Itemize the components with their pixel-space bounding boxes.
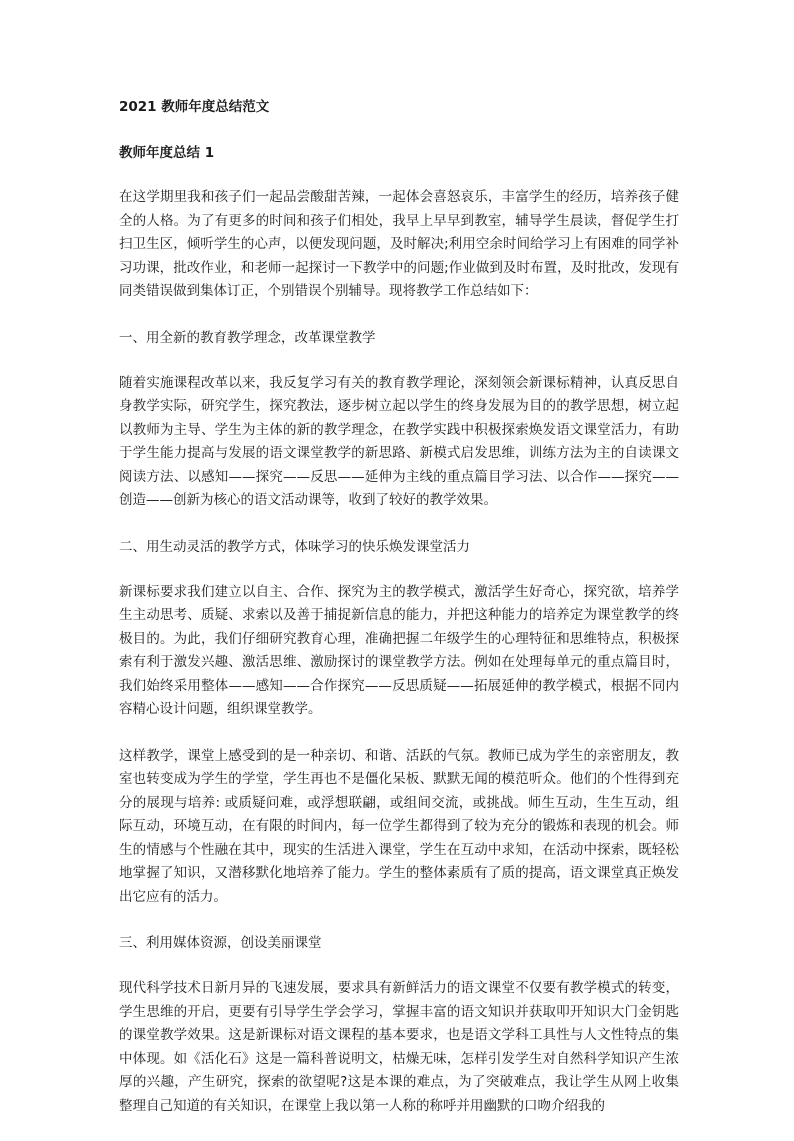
document-page bbox=[119, 96, 679, 1141]
section-2-heading: 二、用生动灵活的教学方式，体味学习的快乐焕发课堂活力 bbox=[119, 538, 470, 555]
section-2-paragraph-2: 这样教学，课堂上感受到的是一种亲切、和谐、活跃的气氛。教师已成为学生的亲密朋友，教室也转变成为学生的学堂，学生再也不是僵化呆板、默默无闻的模范听众。他们的个性得到充分的展现与培养: 或质疑问难，或浮想联翩，或组间交流，或挑战。师生互动，生生互动，组际互动，环境互动，在有限的时间内，每一位学生都得到了较为充分的锻炼和表现的机会。师生的情感与个性融在其中，现实的生活进入课堂，学生在互动中求知，在活动中探索，既轻松地掌握了知识，又潜移默化地培养了能力。学生的整体素质有了质的提高，语文课堂真正焕发出它应有的活力。 bbox=[119, 747, 679, 905]
section-2-paragraph-1: 新课标要求我们建立以自主、合作、探究为主的教学模式，激活学生好奇心，探究欲，培养学生主动思考、质疑、求索以及善于捕捉新信息的能力，并把这种能力的培养定为课堂教学的终极目的。为此，我们仔细研究教育心理，准确把握二年级学生的心理特征和思维特点，积极探索有利于激发兴趣、激活思维、激励探讨的课堂教学方法。例如在处理每单元的重点篇目时，我们始终采用整体——感知——合作探究——反思质疑——拓展延伸的教学模式，根据不同内容精心设计问题，组织课堂教学。 bbox=[119, 583, 679, 717]
section-3-paragraph: 现代科学技术日新月异的飞速发展，要求具有新鲜活力的语文课堂不仅要有教学模式的转变，学生思维的开启，更要有引导学生学会学习，掌握丰富的语文知识并获取叩开知识大门金钥匙的课堂教学效果。这是新课标对语文课程的基本要求，也是语文学科工具性与人文性特点的集中体现。如《活化石》这是一篇科普说明文，枯燥无味，怎样引发学生对自然科学知识产生浓厚的兴趣，产生研究，探索的欲望呢?这是本课的难点，为了突破难点，我让学生从网上收集整理自己知道的有关知识，在课堂上我以第一人称的称呼并用幽默的口吻介绍我的 bbox=[119, 980, 679, 1114]
intro-paragraph: 在这学期里我和孩子们一起品尝酸甜苦辣，一起体会喜怒哀乐，丰富学生的经历，培养孩子健全的人格。为了有更多的时间和孩子们相处，我早上早早到教室，辅导学生晨读，督促学生打扫卫生区，倾听学生的心声，以便发现问题，及时解决;利用空余时间给学习上有困难的同学补习功课，批改作业，和老师一起探讨一下教学中的问题;作业做到及时布置，及时批改，发现有同类错误做到集体订正，个别错误个别辅导。现将教学工作总结如下： bbox=[119, 189, 679, 299]
section-1-heading: 一、用全新的教育教学理念，改革课堂教学 bbox=[119, 329, 376, 346]
section-3-heading: 三、利用媒体资源，创设美丽课堂 bbox=[119, 935, 322, 951]
document-subtitle: 教师年度总结 1 bbox=[119, 145, 215, 161]
document-title: 2021 教师年度总结范文 bbox=[119, 99, 270, 115]
section-1-paragraph: 随着实施课程改革以来，我反复学习有关的教育教学理论，深刻领会新课标精神，认真反思自身教学实际，研究学生，探究教法，逐步树立起以学生的终身发展为目的的教学思想，树立起以教师为主导、学生为主体的新的教学理念，在教学实践中积极探索焕发语文课堂活力，有助于学生能力提高与发展的语文课堂教学的新思路、新模式启发思维，训练方法为主的自读课文阅读方法、以感知——探究——反思——延伸为主线的重点篇目学习法、以合作——探究——创造——创新为核心的语文活动课等，收到了较好的教学效果。 bbox=[119, 374, 679, 508]
